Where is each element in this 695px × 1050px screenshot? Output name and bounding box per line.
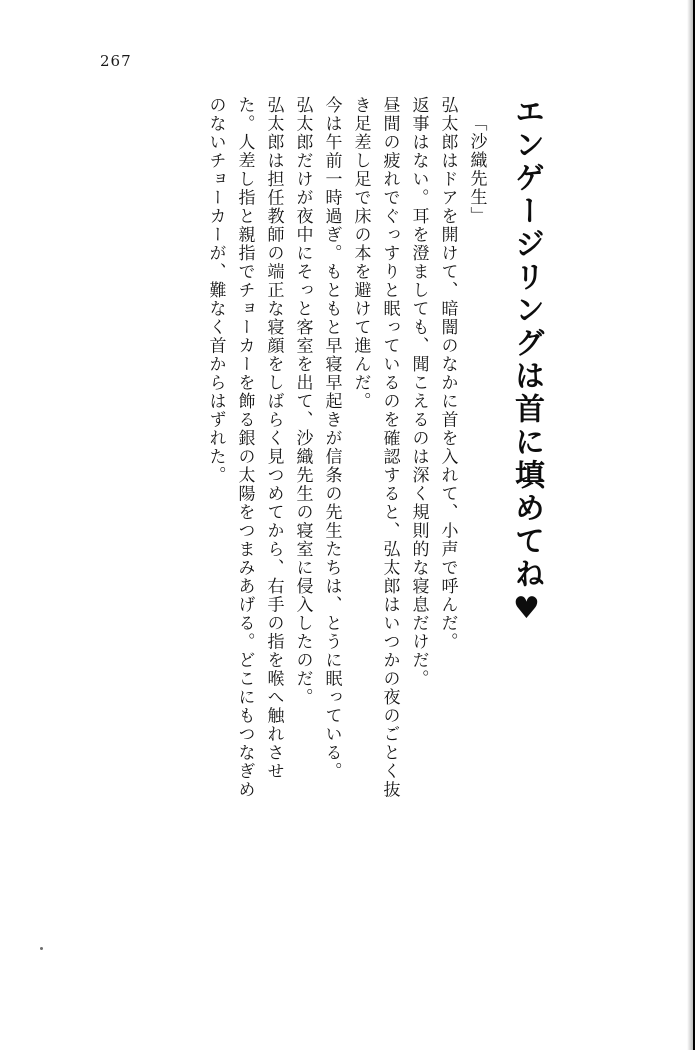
body-column: 「沙織先生」 xyxy=(466,114,487,225)
body-column: き足差し足で床の本を避けて進んだ。 xyxy=(350,96,371,411)
page-speck xyxy=(40,947,43,950)
body-column: 弘太郎はドアを開けて、暗闇のなかに首を入れて、小声で呼んだ。 xyxy=(437,96,458,651)
body-column: 弘太郎だけが夜中にそっと客室を出て、沙織先生の寝室に侵入したのだ。 xyxy=(292,96,313,707)
vertical-text-body xyxy=(60,96,560,936)
body-column: 今は午前一時過ぎ。もともと早寝早起きが信条の先生たちは、とうに眠っている。 xyxy=(321,96,342,781)
chapter-title: エンゲージリングは首に填めてね♥ xyxy=(509,96,544,629)
body-column: 返事はない。耳を澄ましても、聞こえるのは深く規則的な寝息だけだ。 xyxy=(408,96,429,688)
body-column: 弘太郎は担任教師の端正な寝顔をしばらく見つめてから、右手の指を喉へ触れさせ xyxy=(263,96,284,781)
body-column: た。人差し指と親指でチョーカーを飾る銀の太陽をつまみあげる。どこにもつなぎめ xyxy=(234,96,255,799)
page-number: 267 xyxy=(100,52,132,70)
body-column: 昼間の疲れでぐっすりと眠っているのを確認すると、弘太郎はいつかの夜のごとく抜 xyxy=(379,96,400,799)
body-column: のないチョーカーが、難なく首からはずれた。 xyxy=(205,96,226,485)
